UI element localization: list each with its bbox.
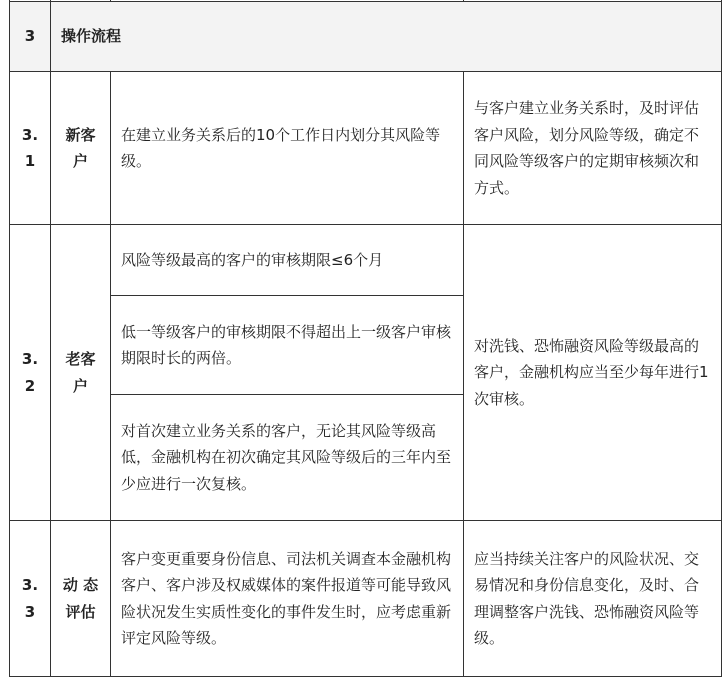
section-header-row: [10, 2, 722, 72]
row-number: [10, 521, 51, 677]
row-requirement: 对洗钱、恐怖融资风险等级最高的客户，金融机构应当至少每年进行1次审核。: [464, 225, 722, 521]
row-name: [51, 521, 111, 677]
row-content: 客户变更重要身份信息、司法机关调查本金融机构客户、客户涉及权威媒体的案件报道等可能导致风险状况发生实质性变化的事件发生时，应考虑重新评定风险等级。: [111, 521, 464, 677]
row-number-text: 3. 2: [21, 350, 39, 395]
operation-process-table: [9, 0, 722, 677]
row-name: [51, 225, 111, 521]
row-number-text: 3. 1: [21, 125, 39, 170]
table-row-existing-customer-1: [10, 225, 722, 296]
section-number: 3: [10, 2, 51, 72]
row-content: 低一等级客户的审核期限不得超出上一级客户审核期限时长的两倍。: [111, 296, 464, 395]
row-number: [10, 72, 51, 225]
row-name-text: 老客 户: [65, 350, 96, 395]
table-row-new-customer: [10, 72, 722, 225]
row-number-text: 3. 3: [21, 576, 39, 621]
row-name: [51, 72, 111, 225]
row-name-text: 新客 户: [65, 125, 96, 170]
row-content: 对首次建立业务关系的客户，无论其风险等级高低，金融机构在初次确定其风险等级后的三年内至少应进行一次复核。: [111, 395, 464, 521]
row-content: 风险等级最高的客户的审核期限≤6个月: [111, 225, 464, 296]
table-row-dynamic-assessment: [10, 521, 722, 677]
section-title: 操作流程: [51, 2, 722, 72]
row-requirement: 与客户建立业务关系时，及时评估客户风险，划分风险等级，确定不同风险等级客户的定期审核频次和方式。: [464, 72, 722, 225]
row-number: [10, 225, 51, 521]
row-requirement: 应当持续关注客户的风险状况、交易情况和身份信息变化，及时、合理调整客户洗钱、恐怖融资风险等级。: [464, 521, 722, 677]
row-name-text: 动 态 评估: [62, 576, 99, 621]
row-content: 在建立业务关系后的10个工作日内划分其风险等级。: [111, 72, 464, 225]
